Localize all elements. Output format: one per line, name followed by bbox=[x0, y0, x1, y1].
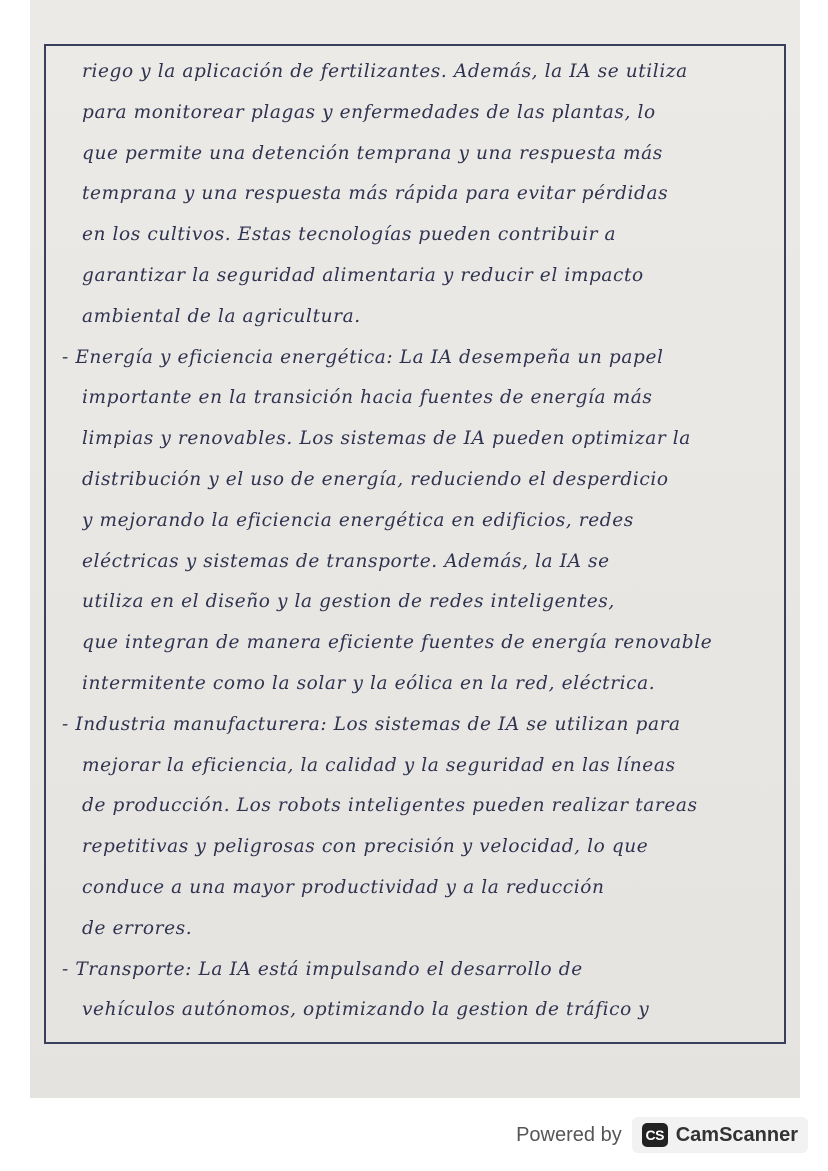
text-line: utiliza en el diseño y la gestion de redes inteligentes, bbox=[82, 591, 615, 613]
camscanner-badge bbox=[632, 1117, 808, 1153]
text-line: que permite una detención temprana y una respuesta más bbox=[82, 142, 663, 164]
text-line: y mejorando la eficiencia energética en edificios, redes bbox=[82, 509, 634, 531]
text-line: de errores. bbox=[82, 917, 193, 939]
camscanner-name: CamScanner bbox=[675, 1123, 798, 1146]
text-line: intermitente como la solar y la eólica en la red, eléctrica. bbox=[82, 672, 656, 694]
text-line: de producción. Los robots inteligentes pueden realizar tareas bbox=[82, 795, 698, 817]
camscanner-logo-icon: CS bbox=[642, 1123, 668, 1147]
scanned-page bbox=[30, 0, 800, 1098]
powered-by-label: Powered by bbox=[516, 1123, 622, 1146]
text-line: temprana y una respuesta más rápida para evitar pérdidas bbox=[82, 183, 669, 205]
text-line: mejorar la eficiencia, la calidad y la seguridad en las líneas bbox=[82, 754, 676, 776]
bullet-line-transporte: - Transporte: La IA está impulsando el desarrollo de bbox=[62, 958, 583, 980]
text-line: conduce a una mayor productividad y a la reducción bbox=[82, 876, 605, 898]
handwritten-text bbox=[62, 52, 772, 1031]
text-line: vehículos autónomos, optimizando la gestion de tráfico y bbox=[82, 999, 650, 1021]
bullet-line-energia: - Energía y eficiencia energética: La IA desempeña un papel bbox=[62, 346, 664, 368]
text-line: que integran de manera eficiente fuentes de energía renovable bbox=[82, 632, 713, 654]
text-line: limpias y renovables. Los sistemas de IA pueden optimizar la bbox=[82, 428, 691, 450]
text-line: ambiental de la agricultura. bbox=[82, 305, 361, 327]
text-line: riego y la aplicación de fertilizantes. Además, la IA se utiliza bbox=[82, 61, 688, 82]
text-line: importante en la transición hacia fuentes de energía más bbox=[82, 387, 653, 409]
text-line: garantizar la seguridad alimentaria y reducir el impacto bbox=[82, 264, 644, 286]
text-line: distribución y el uso de energía, reduciendo el desperdicio bbox=[82, 468, 669, 490]
text-line: repetitivas y peligrosas con precisión y velocidad, lo que bbox=[82, 836, 649, 858]
camscanner-watermark bbox=[516, 1112, 808, 1158]
text-line: en los cultivos. Estas tecnologías pueden contribuir a bbox=[82, 224, 617, 246]
text-line: eléctricas y sistemas de transporte. Además, la IA se bbox=[82, 550, 610, 572]
text-line: para monitorear plagas y enfermedades de las plantas, lo bbox=[82, 101, 656, 123]
bullet-line-industria: - Industria manufacturera: Los sistemas de IA se utilizan para bbox=[62, 713, 681, 735]
